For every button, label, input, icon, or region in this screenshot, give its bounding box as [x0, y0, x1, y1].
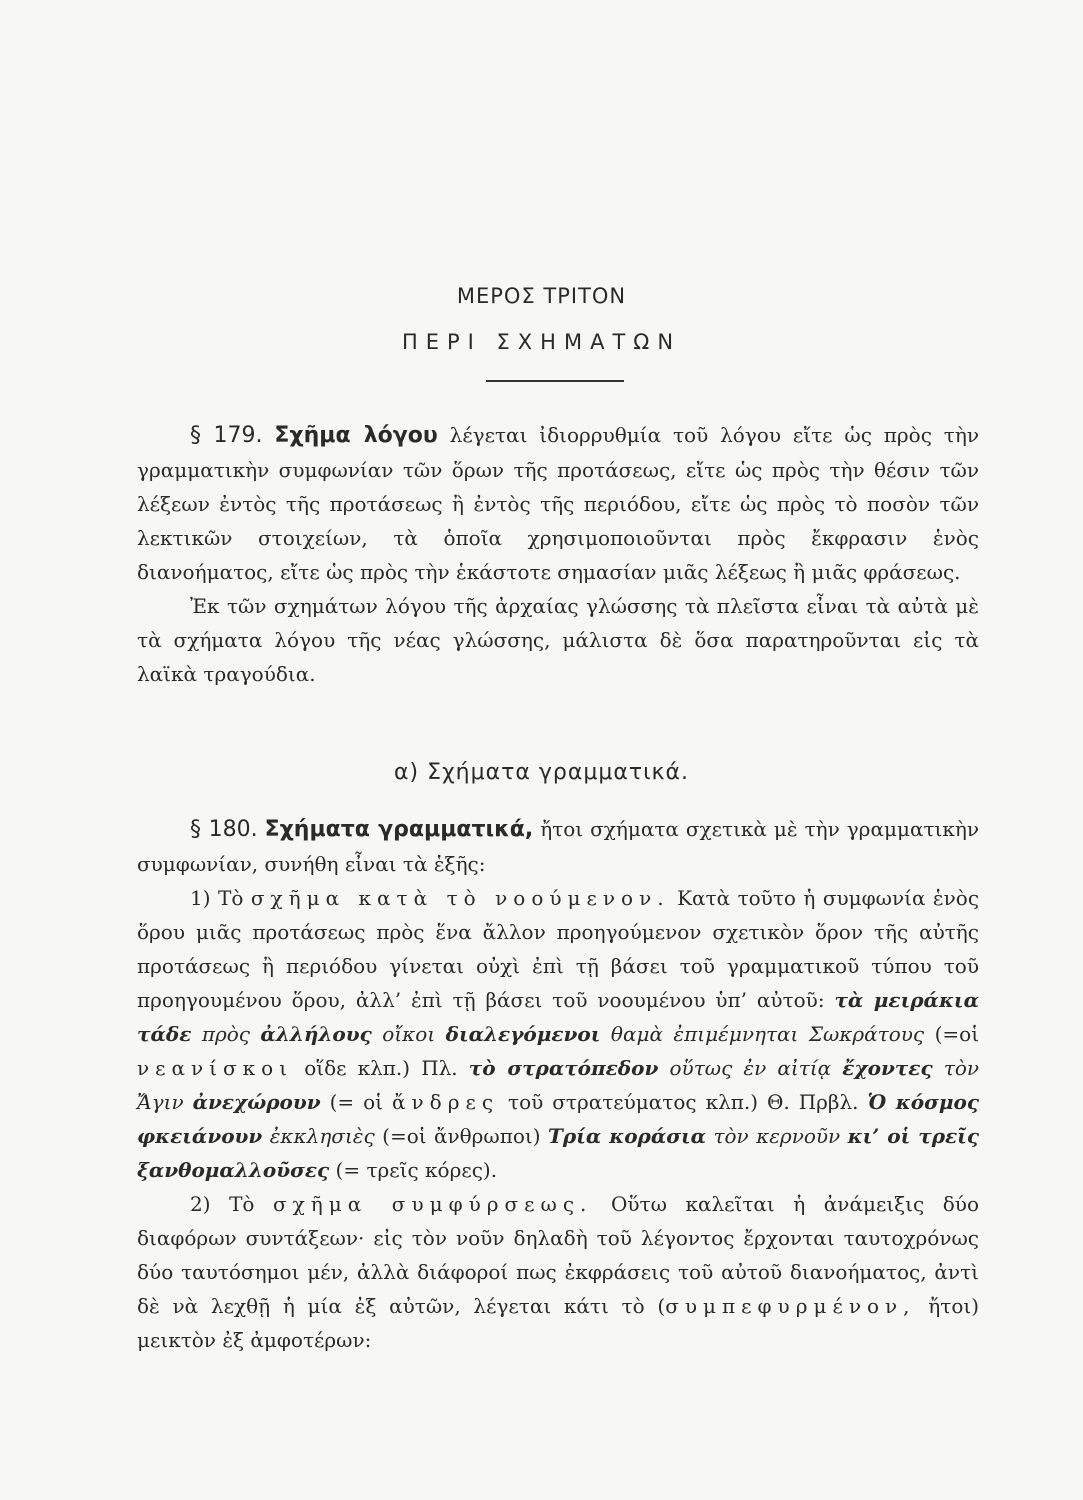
section-title: ΠΕΡΙ ΣΧΗΜΑΤΩΝ [401, 330, 682, 354]
item-term: σχῆμα συμφύρσεως. [273, 1192, 593, 1216]
section-number: § 180. [190, 817, 258, 842]
part-title: ΜΕΡΟΣ ΤΡΙΤΟΝ [456, 284, 627, 308]
paragraph-179 [137, 418, 979, 691]
paragraph-180 [137, 812, 979, 1357]
item-term: σχῆμα κατὰ τὸ νοούμενον. [250, 886, 670, 910]
paragraph-text: Ἐκ τῶν σχημάτων λόγου τῆς ἀρχαίας γλώσσης τὰ πλεῖστα εἶναι τὰ αὐτὰ μὲ τὰ σχήματα λόγου τῆς νέας γλώσσης, μάλιστα δὲ ὅσα παρατηροῦνται εἰς τὰ λαϊκὰ τραγούδια. [137, 594, 979, 686]
item-2: 2) Τὸ σχῆμα συμφύρσεως. Οὕτω καλεῖται ἡ ἀνάμειξις δύο διαφόρων συντάξεων· εἰς τὸν νοῦν δηλαδὴ τοῦ λέγοντος ἔρχονται ταυτοχρόνως δύο ταυτόσημοι μέν, ἀλλὰ διάφοροί πως ἐκφράσεις τοῦ αὐτοῦ διανοήματος, ἀντὶ δὲ νὰ λεχθῇ ἡ μία ἐξ αὐτῶν, λέγεται κάτι τὸ (συμπεφυρμένον, ἤτοι) μεικτὸν ἐξ ἀμφοτέρων: [137, 1192, 980, 1352]
subheading: α) Σχήματα γραμματικά. [393, 760, 689, 785]
item-1: 1) Τὸ σχῆμα κατὰ τὸ νοούμενον. Κατὰ τοῦτο ἡ συμφωνία ἑνὸς ὅρου μιᾶς προτάσεως πρὸς ἕνα ἄλλον προηγούμενον σχετικὸν ὅρον τῆς αὐτῆς προτάσεως ἢ περιόδου γίνεται οὐχὶ ἐπὶ τῇ βάσει τοῦ γραμματικοῦ τύπου τοῦ προηγουμένου ὅρου, ἀλλ’ ἐπὶ τῇ βάσει τοῦ νοουμένου ὑπ’ αὐτοῦ: τὰ μειράκια τάδε πρὸς ἀλλήλους οἴκοι διαλεγόμενοι θαμὰ ἐπιμέμνηται Σωκράτους (=οἱ νεανίσκοι οἵδε κλπ.) Πλ. τὸ στρατόπεδον οὕτως ἐν αἰτίᾳ ἔχοντες τὸν Ἄγιν ἀνεχώρουν (= οἱ ἄνδρες τοῦ στρατεύματος κλπ.) Θ. Πρβλ. Ὁ κόσμος φκειάνουν ἐκκλησιὲς (=οἱ ἄνθρωποι) Τρία κοράσια τὸν κερνοῦν κι’ οἱ τρεῖς ξανθομαλλοῦσες (= τρεῖς κόρες). [137, 886, 980, 1182]
section-number: § 179. [190, 423, 263, 448]
paragraph-text: ἤτοι σχήματα σχετικὰ μὲ τὴν γραμματικὴν συμφωνίαν, συνήθη εἶναι τὰ ἑξῆς: [137, 817, 979, 876]
title-divider [486, 380, 624, 382]
term-heading: Σχῆμα λόγου [274, 423, 438, 448]
term-heading: Σχήματα γραμματικά, [264, 817, 534, 842]
paragraph-text: λέγεται ἰδιορρυθμία τοῦ λόγου εἴτε ὡς πρὸς τὴν γραμματικὴν συμφωνίαν τῶν ὅρων τῆς προτάσεως, εἴτε ὡς πρὸς τὴν θέσιν τῶν λέξεων ἐντὸς τῆς προτάσεως ἢ ἐντὸς τῆς περιόδου, εἴτε ὡς πρὸς τὸ ποσὸν τῶν λεκτικῶν στοιχείων, τὰ ὁποῖα χρησιμοποιοῦνται πρὸς ἔκφρασιν ἑνὸς διανοήματος, εἴτε ὡς πρὸς τὴν ἑκάστοτε σημασίαν μιᾶς λέξεως ἢ μιᾶς φράσεως. [137, 423, 980, 584]
